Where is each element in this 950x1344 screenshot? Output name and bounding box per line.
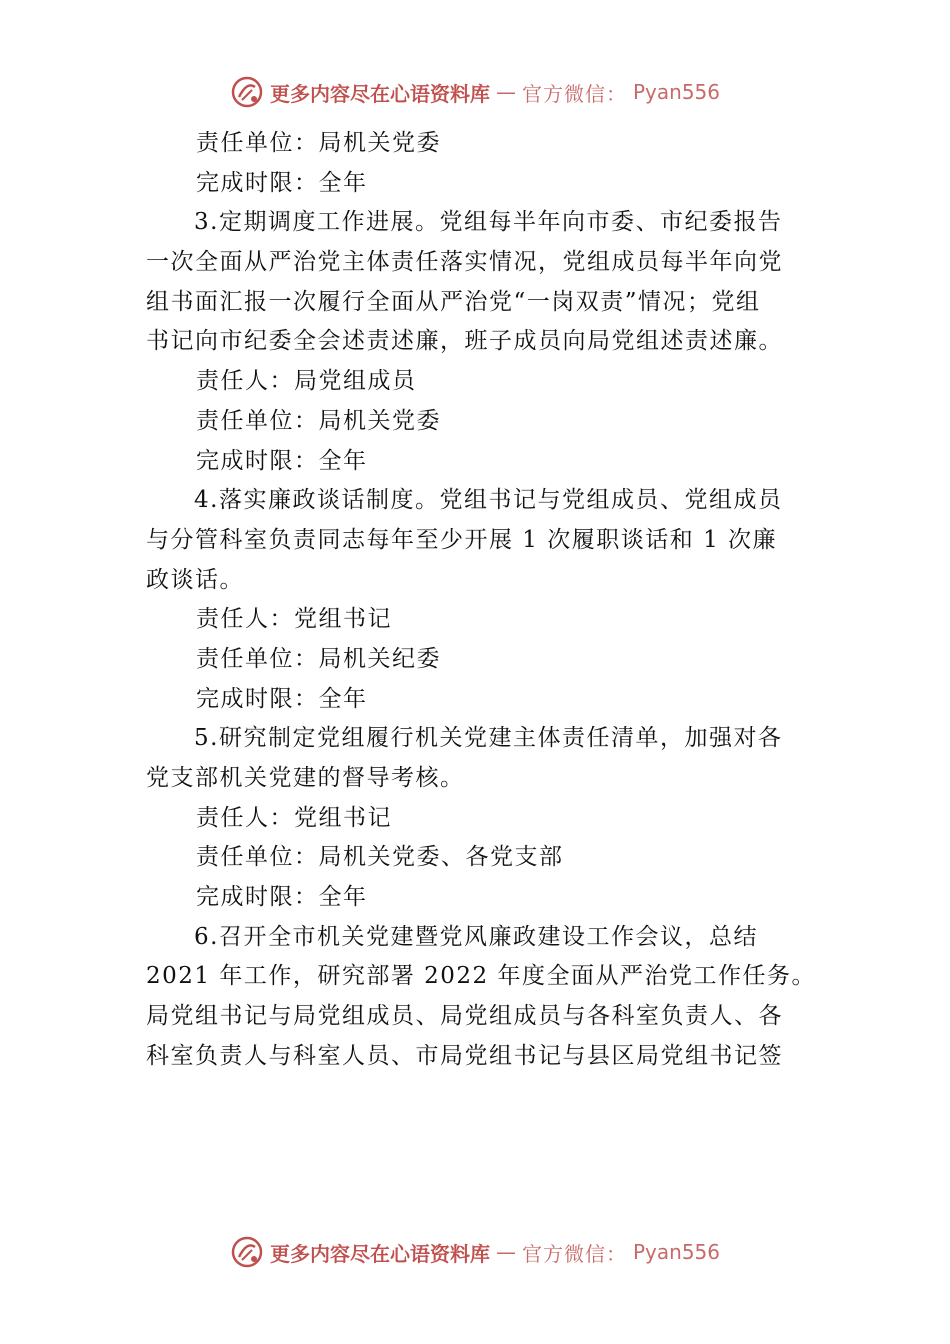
paragraph-line: 科室负责人与科室人员、市局党组书记与县区局党组书记签 xyxy=(146,1042,783,1069)
paragraph-6 xyxy=(146,918,818,1077)
paragraph-line: 局党组书记与局党组成员、局党组成员与各科室负责人、各 xyxy=(146,1003,783,1030)
banner-separator: — xyxy=(495,80,516,104)
footer-watermark-banner xyxy=(0,1230,950,1274)
paragraph-4 xyxy=(146,481,818,600)
paragraph-line: 一次全面从严治党主体责任落实情况，党组成员每半年向党 xyxy=(146,249,783,276)
meta-line: 责任单位：局机关党委 xyxy=(196,407,441,434)
seal-logo-icon xyxy=(230,1235,264,1269)
paragraph-3 xyxy=(146,203,818,362)
paragraph-line: 4.落实廉政谈话制度。党组书记与党组成员、党组成员 xyxy=(194,487,783,514)
document-body xyxy=(146,124,818,1077)
paragraph-5 xyxy=(146,719,818,798)
banner-separator: — xyxy=(495,1240,516,1264)
paragraph-line: 组书面汇报一次履行全面从严治党“一岗双责”情况；党组 xyxy=(146,288,761,315)
paragraph-line: 与分管科室负责同志每年至少开展 1 次履职谈话和 1 次廉 xyxy=(146,526,778,553)
paragraph-line: 5.研究制定党组履行机关党建主体责任清单，加强对各 xyxy=(194,725,783,752)
meta-line: 完成时限：全年 xyxy=(196,685,368,712)
meta-line: 责任单位：局机关纪委 xyxy=(196,645,441,672)
paragraph-line: 3.定期调度工作进展。党组每半年向市委、市纪委报告 xyxy=(194,209,783,236)
paragraph-line: 书记向市纪委全会述责述廉，班子成员向局党组述责述廉。 xyxy=(146,328,783,355)
banner-wechat-id: Pyan556 xyxy=(632,80,720,104)
meta-line: 责任人：党组书记 xyxy=(196,804,392,831)
meta-line: 责任单位：局机关党委 xyxy=(196,130,441,156)
paragraph-line: 政谈话。 xyxy=(146,566,244,593)
meta-line: 责任人：局党组成员 xyxy=(196,368,417,395)
meta-line: 完成时限：全年 xyxy=(196,169,368,196)
meta-line: 责任单位：局机关党委、各党支部 xyxy=(196,844,564,871)
banner-brand-text: 更多内容尽在心语资料库 xyxy=(269,81,490,106)
seal-logo-icon xyxy=(230,75,264,109)
meta-line: 责任人：党组书记 xyxy=(196,606,392,633)
banner-brand-text: 更多内容尽在心语资料库 xyxy=(269,1241,490,1266)
paragraph-line: 党支部机关党建的督导考核。 xyxy=(146,765,465,791)
meta-line: 完成时限：全年 xyxy=(196,447,368,474)
paragraph-line: 6.召开全市机关党建暨党风廉政建设工作会议，总结 xyxy=(194,923,758,950)
banner-wechat-label: 官方微信： xyxy=(521,81,627,106)
header-watermark-banner xyxy=(0,70,950,114)
meta-line: 完成时限：全年 xyxy=(196,884,368,911)
banner-wechat-label: 官方微信： xyxy=(521,1241,627,1266)
paragraph-line: 2021 年工作，研究部署 2022 年度全面从严治党工作任务。 xyxy=(146,963,816,990)
banner-wechat-id: Pyan556 xyxy=(632,1240,720,1264)
